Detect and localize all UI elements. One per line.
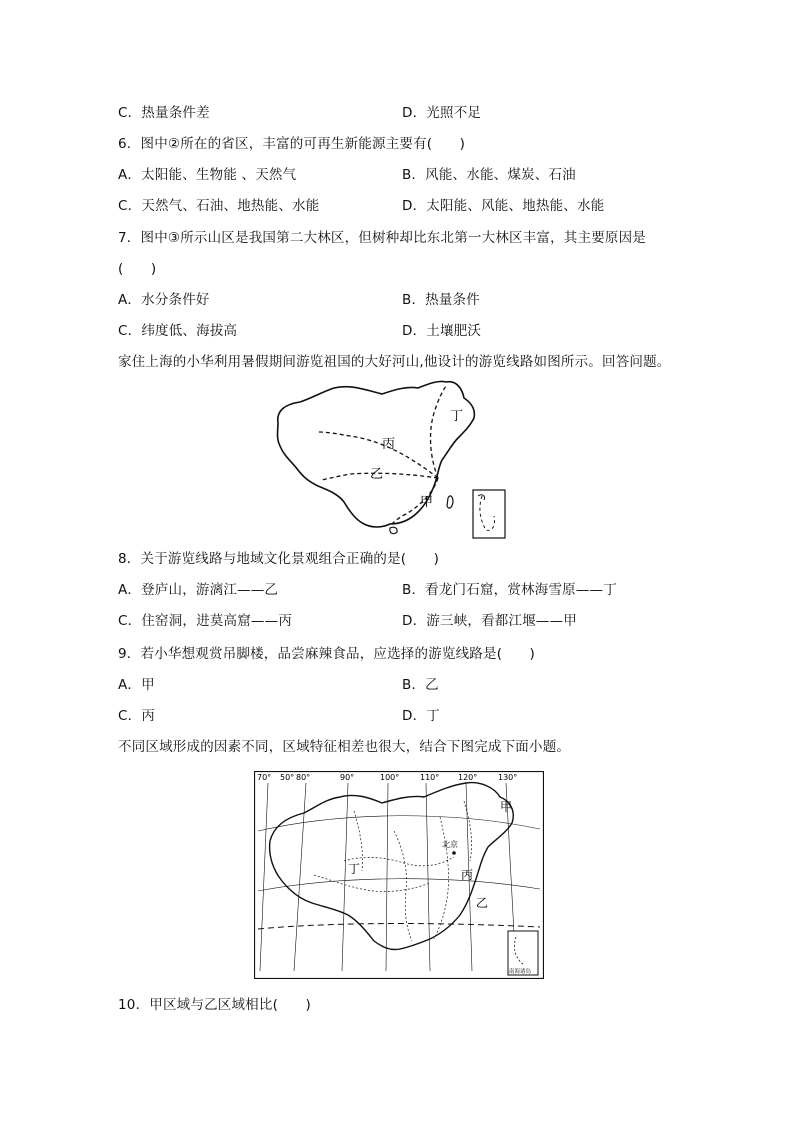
q8-option-b: B．看龙门石窟，赏林海雪原——丁 [402,582,617,598]
route-label-yi: 乙 [370,467,384,482]
route-ding [431,386,446,478]
hainan-outline [390,527,397,533]
lon-label-50: 50° [280,773,295,782]
q7-stem-continued: ( ) [118,261,157,277]
q8-stem: 8．关于游览线路与地域文化景观组合正确的是( ) [118,551,440,567]
q8-option-a: A．登庐山，游漓江——乙 [118,582,279,598]
region-label-bing: 丙 [461,868,474,882]
q6-option-a: A．太阳能、生物能 、天然气 [118,167,297,183]
q6-option-b: B．风能、水能、煤炭、石油 [402,167,576,183]
lon-label-100: 100° [380,773,400,782]
q9-option-c: C．丙 [118,708,156,724]
route-label-jia: 甲 [420,495,434,510]
q6-option-c: C．天然气、石油、地热能、水能 [118,198,320,214]
region-label-jia: 甲 [500,800,513,814]
beijing-label: 北京 [442,840,458,849]
lon-label-80: 80° [296,773,311,782]
lon-label-110: 110° [420,773,440,782]
taiwan-outline [447,496,453,508]
q9-option-d: D．丁 [402,708,440,724]
china-region-map [254,771,544,979]
inset-label: 南海诸岛 [509,969,532,975]
china-outline [278,381,475,527]
q7-option-a: A．水分条件好 [118,292,210,308]
q7-option-d: D．土壤肥沃 [402,323,482,339]
q6-stem: 6．图中②所在的省区，丰富的可再生新能源主要有( ) [118,136,466,152]
route-label-ding: 丁 [450,409,464,424]
q10-stem: 10．甲区域与乙区域相比( ) [118,997,311,1013]
lon-label-120: 120° [458,773,478,782]
lon-label-90: 90° [340,773,355,782]
q9-option-b: B．乙 [402,677,439,693]
travel-route-map [270,378,510,543]
region-label-yi: 乙 [476,896,489,910]
passage-travel-routes: 家住上海的小华利用暑假期间游览祖国的大好河山,他设计的游览线路如图所示。回答问题。 [118,354,671,370]
q6-option-d: D．太阳能、风能、地热能、水能 [402,198,605,214]
q7-stem: 7．图中③所示山区是我国第二大林区，但树种却比东北第一大林区丰富，其主要原因是 [118,230,646,246]
lon-label-70: 70° [257,773,272,782]
lon-label-130: 130° [498,773,518,782]
q5-option-d: D．光照不足 [402,105,482,121]
q8-option-d: D．游三峡，看都江堰——甲 [402,613,577,629]
beijing-marker [452,851,456,855]
q9-option-a: A．甲 [118,677,155,693]
q5-option-c: C．热量条件差 [118,105,210,121]
q7-option-b: B．热量条件 [402,292,480,308]
q8-option-c: C．住窑洞，进莫高窟——丙 [118,613,293,629]
region-label-ding: 丁 [348,862,361,876]
q7-option-c: C．纬度低、海拔高 [118,323,238,339]
passage-regional-factors: 不同区域形成的因素不同，区域特征相差也很大，结合下图完成下面小题。 [118,739,571,755]
q9-stem: 9．若小华想观赏吊脚楼，品尝麻辣食品，应选择的游览线路是( ) [118,646,536,662]
route-label-bing: 丙 [382,437,396,452]
